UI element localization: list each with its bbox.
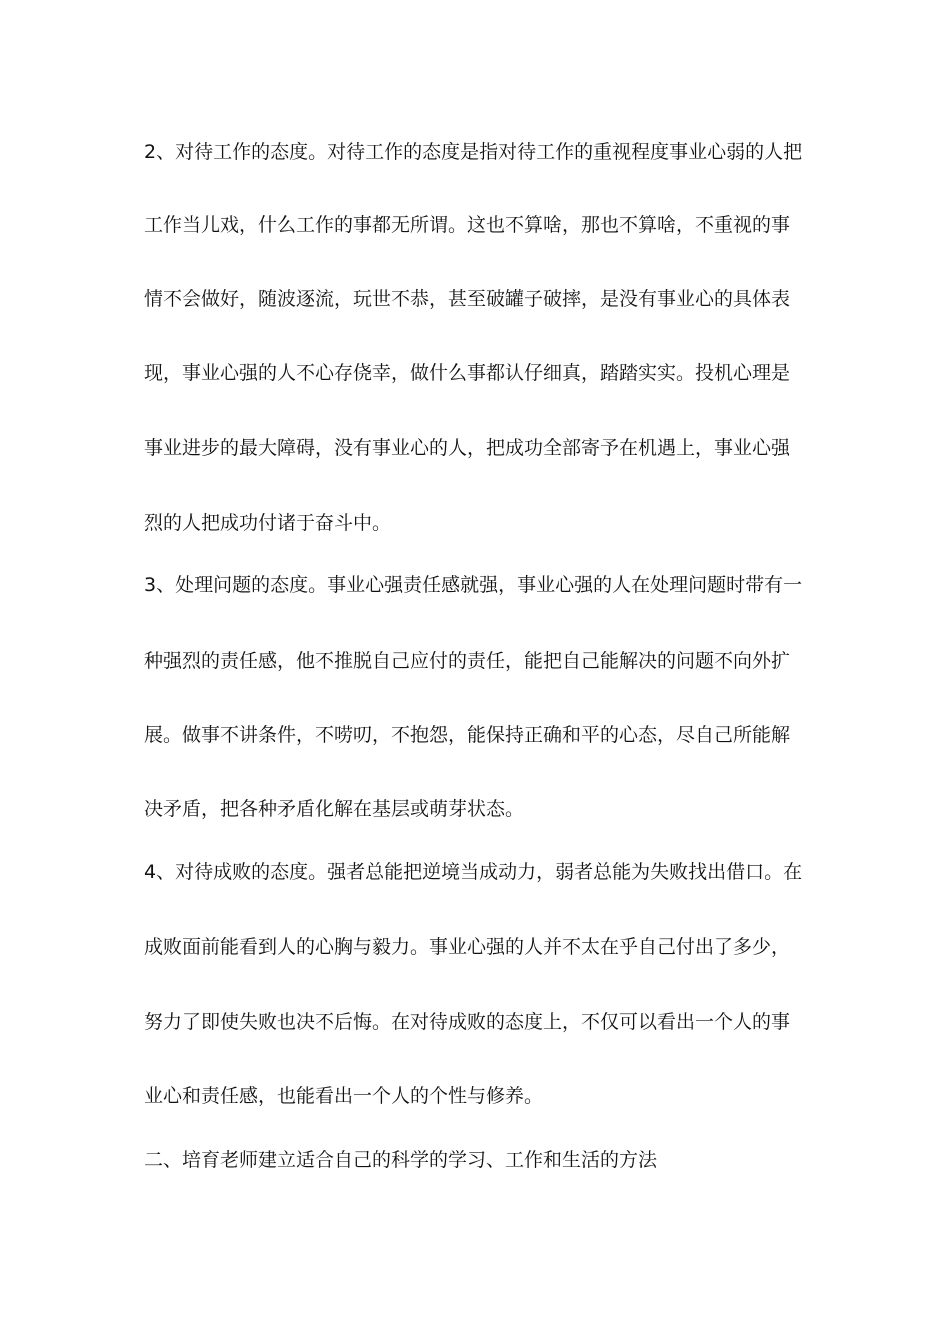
text-line: 努力了即使失败也决不后悔。在对待成败的态度上，不仅可以看出一个人的事 bbox=[144, 1011, 791, 1033]
text-line: 现，事业心强的人不心存侥幸，做什么事都认仔细真，踏踏实实。投机心理是 bbox=[144, 362, 791, 384]
text-line: 情不会做好，随波逐流，玩世不恭，甚至破罐子破摔，是没有事业心的具体表 bbox=[144, 288, 791, 310]
text-line: 种强烈的责任感，他不推脱自己应付的责任，能把自己能解决的问题不向外扩 bbox=[144, 650, 791, 672]
text-line: 决矛盾，把各种矛盾化解在基层或萌芽状态。 bbox=[144, 798, 525, 820]
text-line: 4、对待成败的态度。强者总能把逆境当成动力，弱者总能为失败找出借口。在 bbox=[144, 861, 803, 883]
text-line: 3、处理问题的态度。事业心强责任感就强，事业心强的人在处理问题时带有一 bbox=[144, 574, 803, 596]
text-line: 工作当儿戏，什么工作的事都无所谓。这也不算啥，那也不算啥，不重视的事 bbox=[144, 214, 791, 236]
text-line: 展。做事不讲条件，不唠叨，不抱怨，能保持正确和平的心态，尽自己所能解 bbox=[144, 724, 791, 746]
text-line: 2、对待工作的态度。对待工作的态度是指对待工作的重视程度事业心弱的人把 bbox=[144, 141, 803, 163]
text-line: 烈的人把成功付诸于奋斗中。 bbox=[144, 512, 392, 534]
text-line: 成败面前能看到人的心胸与毅力。事业心强的人并不太在乎自己付出了多少， bbox=[144, 936, 791, 958]
text-line: 业心和责任感，也能看出一个人的个性与修养。 bbox=[144, 1085, 544, 1107]
text-line: 事业进步的最大障碍，没有事业心的人，把成功全部寄予在机遇上，事业心强 bbox=[144, 437, 791, 459]
section-heading: 二、培育老师建立适合自己的科学的学习、工作和生活的方法 bbox=[144, 1149, 658, 1171]
